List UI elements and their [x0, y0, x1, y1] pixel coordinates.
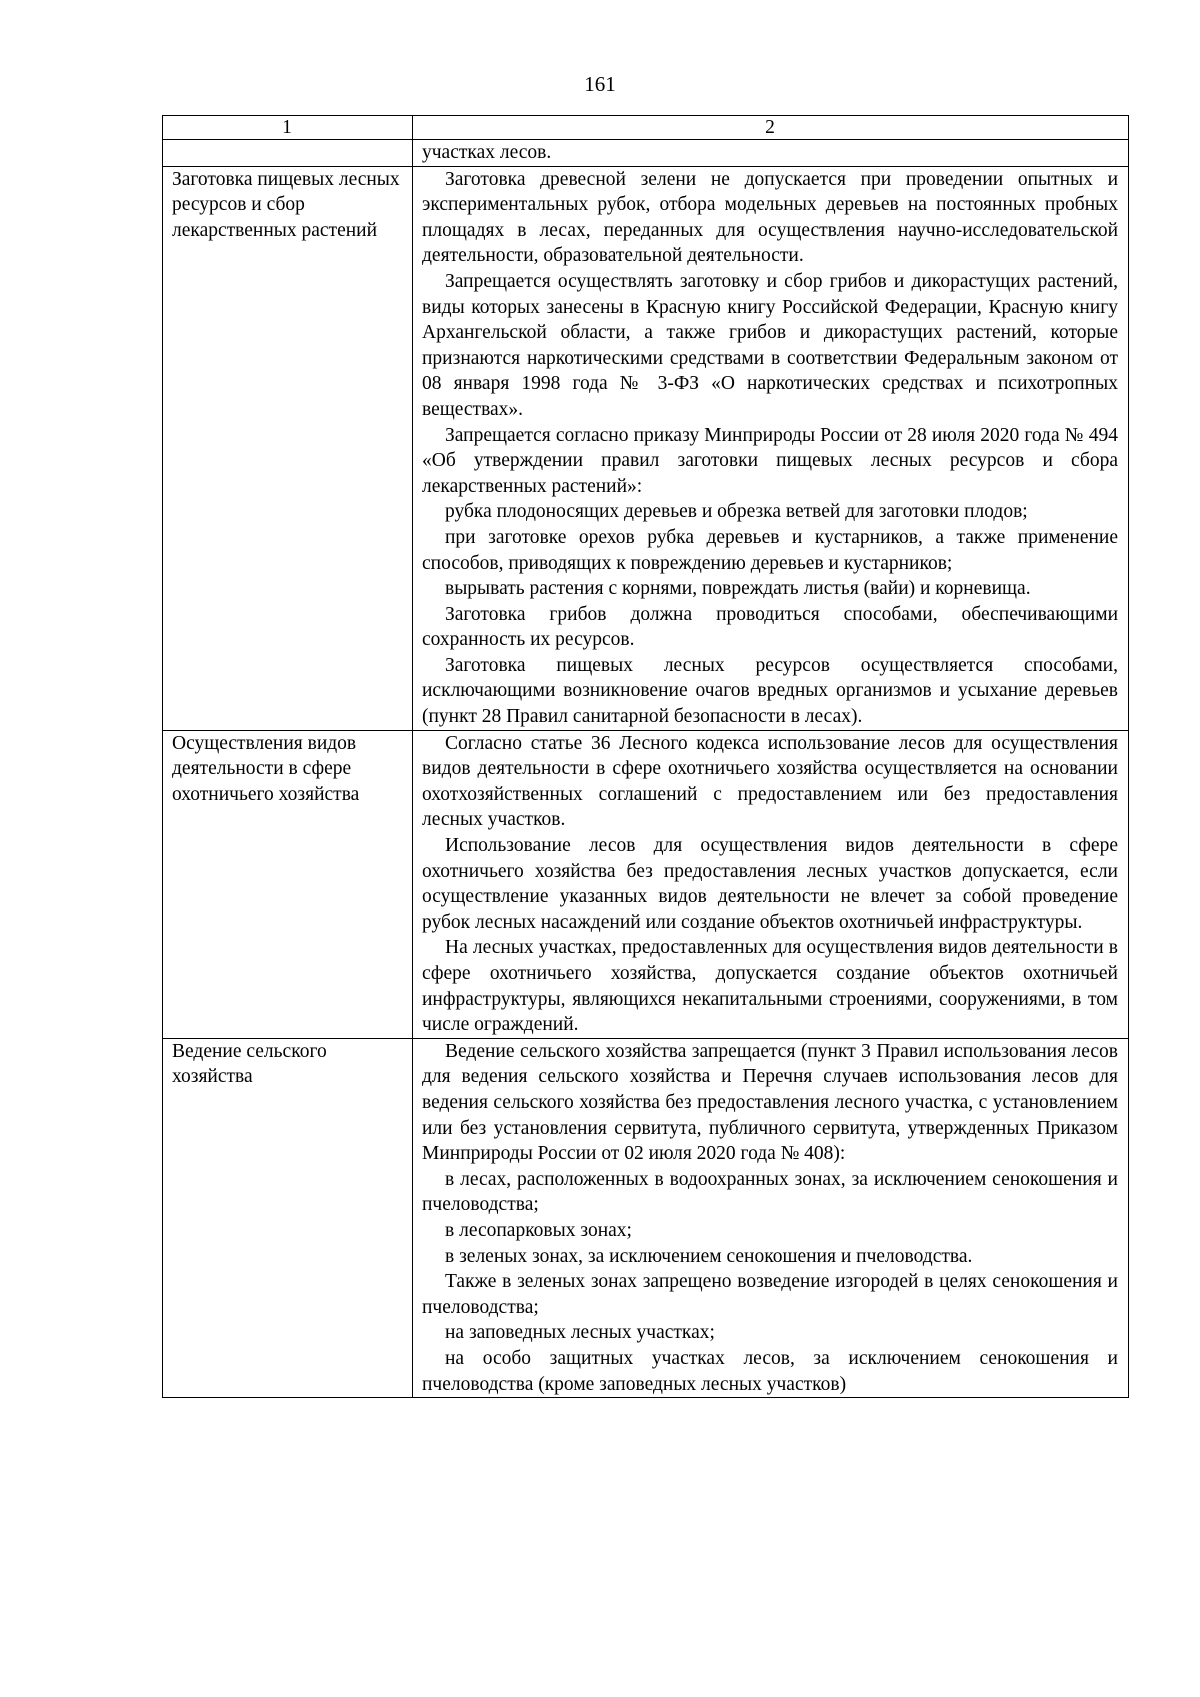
regulations-table — [162, 115, 1129, 1398]
paragraph: при заготовке орехов рубка деревьев и кустарников, а также применение способов, приводящих к повреждению деревьев и кустарников; — [422, 526, 1118, 574]
column-header-1: 1 — [163, 116, 413, 140]
row-label: Ведение сельского хозяйства — [172, 1040, 327, 1088]
paragraph: Заготовка пищевых лесных ресурсов осуществляется способами, исключающими возникновение очагов вредных организмов и усыхание деревьев (пункт 28 Правил санитарной безопасности в лесах). — [422, 654, 1118, 728]
paragraph: участках лесов. — [422, 142, 552, 163]
paragraph: Запрещается осуществлять заготовку и сбор грибов и дикорастущих растений, виды которых занесены в Красную книгу Российской Федерации, Красную книгу Архангельской области, а также грибов и дикорастущих растений, которые признаются наркотическими средствами в соответствии Федеральным законом от 08 января 1998 года № 3-ФЗ «О наркотических средствах и психотропных веществах». — [422, 270, 1118, 420]
paragraph: в лесопарковых зонах; — [445, 1219, 632, 1241]
row-content-cell — [413, 1038, 1129, 1397]
paragraph: Запрещается согласно приказу Минприроды России от 28 июля 2020 года № 494 «Об утверждении правил заготовки пищевых лесных ресурсов и сбора лекарственных растений»: — [422, 424, 1118, 497]
row-content-cell — [413, 730, 1129, 1038]
paragraph: на заповедных лесных участках; — [445, 1322, 715, 1344]
paragraph: Ведение сельского хозяйства запрещается (пункт 3 Правил использования лесов для ведения сельского хозяйства и Перечня случаев использования лесов для ведения сельского хозяйства без предоставления лесного участка, с установлением или без установления сервитута, публичного сервитута, утвержденных Приказом Минприроды России от 02 июля 2020 года № 408): — [422, 1040, 1118, 1165]
table-row — [163, 1038, 1129, 1397]
row-label-cell — [163, 730, 413, 1038]
row-label-cell — [163, 140, 413, 167]
page-number: 161 — [584, 72, 616, 96]
paragraph: Заготовка грибов должна проводиться способами, обеспечивающими сохранность их ресурсов. — [422, 603, 1118, 651]
paragraph: в зеленых зонах, за исключением сенокошения и пчеловодства. — [445, 1245, 973, 1267]
table-row — [163, 166, 1129, 730]
row-content-cell — [413, 140, 1129, 167]
paragraph: вырывать растения с корнями, повреждать листья (вайи) и корневища. — [445, 578, 1031, 600]
paragraph: Согласно статье 36 Лесного кодекса использование лесов для осуществления видов деятельности в сфере охотничьего хозяйства осуществляется на основании охотхозяйственных соглашений с предоставлением или без предоставления лесных участков. — [422, 732, 1118, 831]
paragraph: На лесных участках, предоставленных для осуществления видов деятельности в сфере охотничьего хозяйства, допускается создание объектов охотничьей инфраструктуры, являющихся некапитальными строениями, сооружениями, в том числе ограждений. — [422, 937, 1118, 1036]
paragraph: Заготовка древесной зелени не допускается при проведении опытных и экспериментальных рубок, отбора модельных деревьев на постоянных пробных площадях в лесах, переданных для осуществления научно-исследовательской деятельности, образовательной деятельности. — [422, 168, 1118, 267]
table-header-row — [163, 116, 1129, 140]
paragraph: Использование лесов для осуществления видов деятельности в сфере охотничьего хозяйства без предоставления лесных участков допускается, если осуществление указанных видов деятельности не влечет за собой проведение рубок лесных насаждений или создание объектов охотничьей инфраструктуры. — [422, 835, 1118, 933]
row-content-cell — [413, 166, 1129, 730]
table-row — [163, 140, 1129, 167]
row-label: Заготовка пищевых лесных ресурсов и сбор лекарственных растений — [172, 168, 400, 241]
paragraph: в лесах, расположенных в водоохранных зонах, за исключением сенокошения и пчеловодства; — [422, 1168, 1118, 1216]
paragraph: на особо защитных участках лесов, за исключением сенокошения и пчеловодства (кроме заповедных лесных участков) — [422, 1347, 1118, 1395]
paragraph: рубка плодоносящих деревьев и обрезка ветвей для заготовки плодов; — [445, 501, 1028, 523]
row-label: Осуществления видов деятельности в сфере охотничьего хозяйства — [172, 732, 360, 805]
row-label-cell — [163, 166, 413, 730]
table-row — [163, 730, 1129, 1038]
column-header-2: 2 — [413, 116, 1129, 140]
row-label-cell — [163, 1038, 413, 1397]
paragraph: Также в зеленых зонах запрещено возведение изгородей в целях сенокошения и пчеловодства; — [422, 1271, 1118, 1318]
